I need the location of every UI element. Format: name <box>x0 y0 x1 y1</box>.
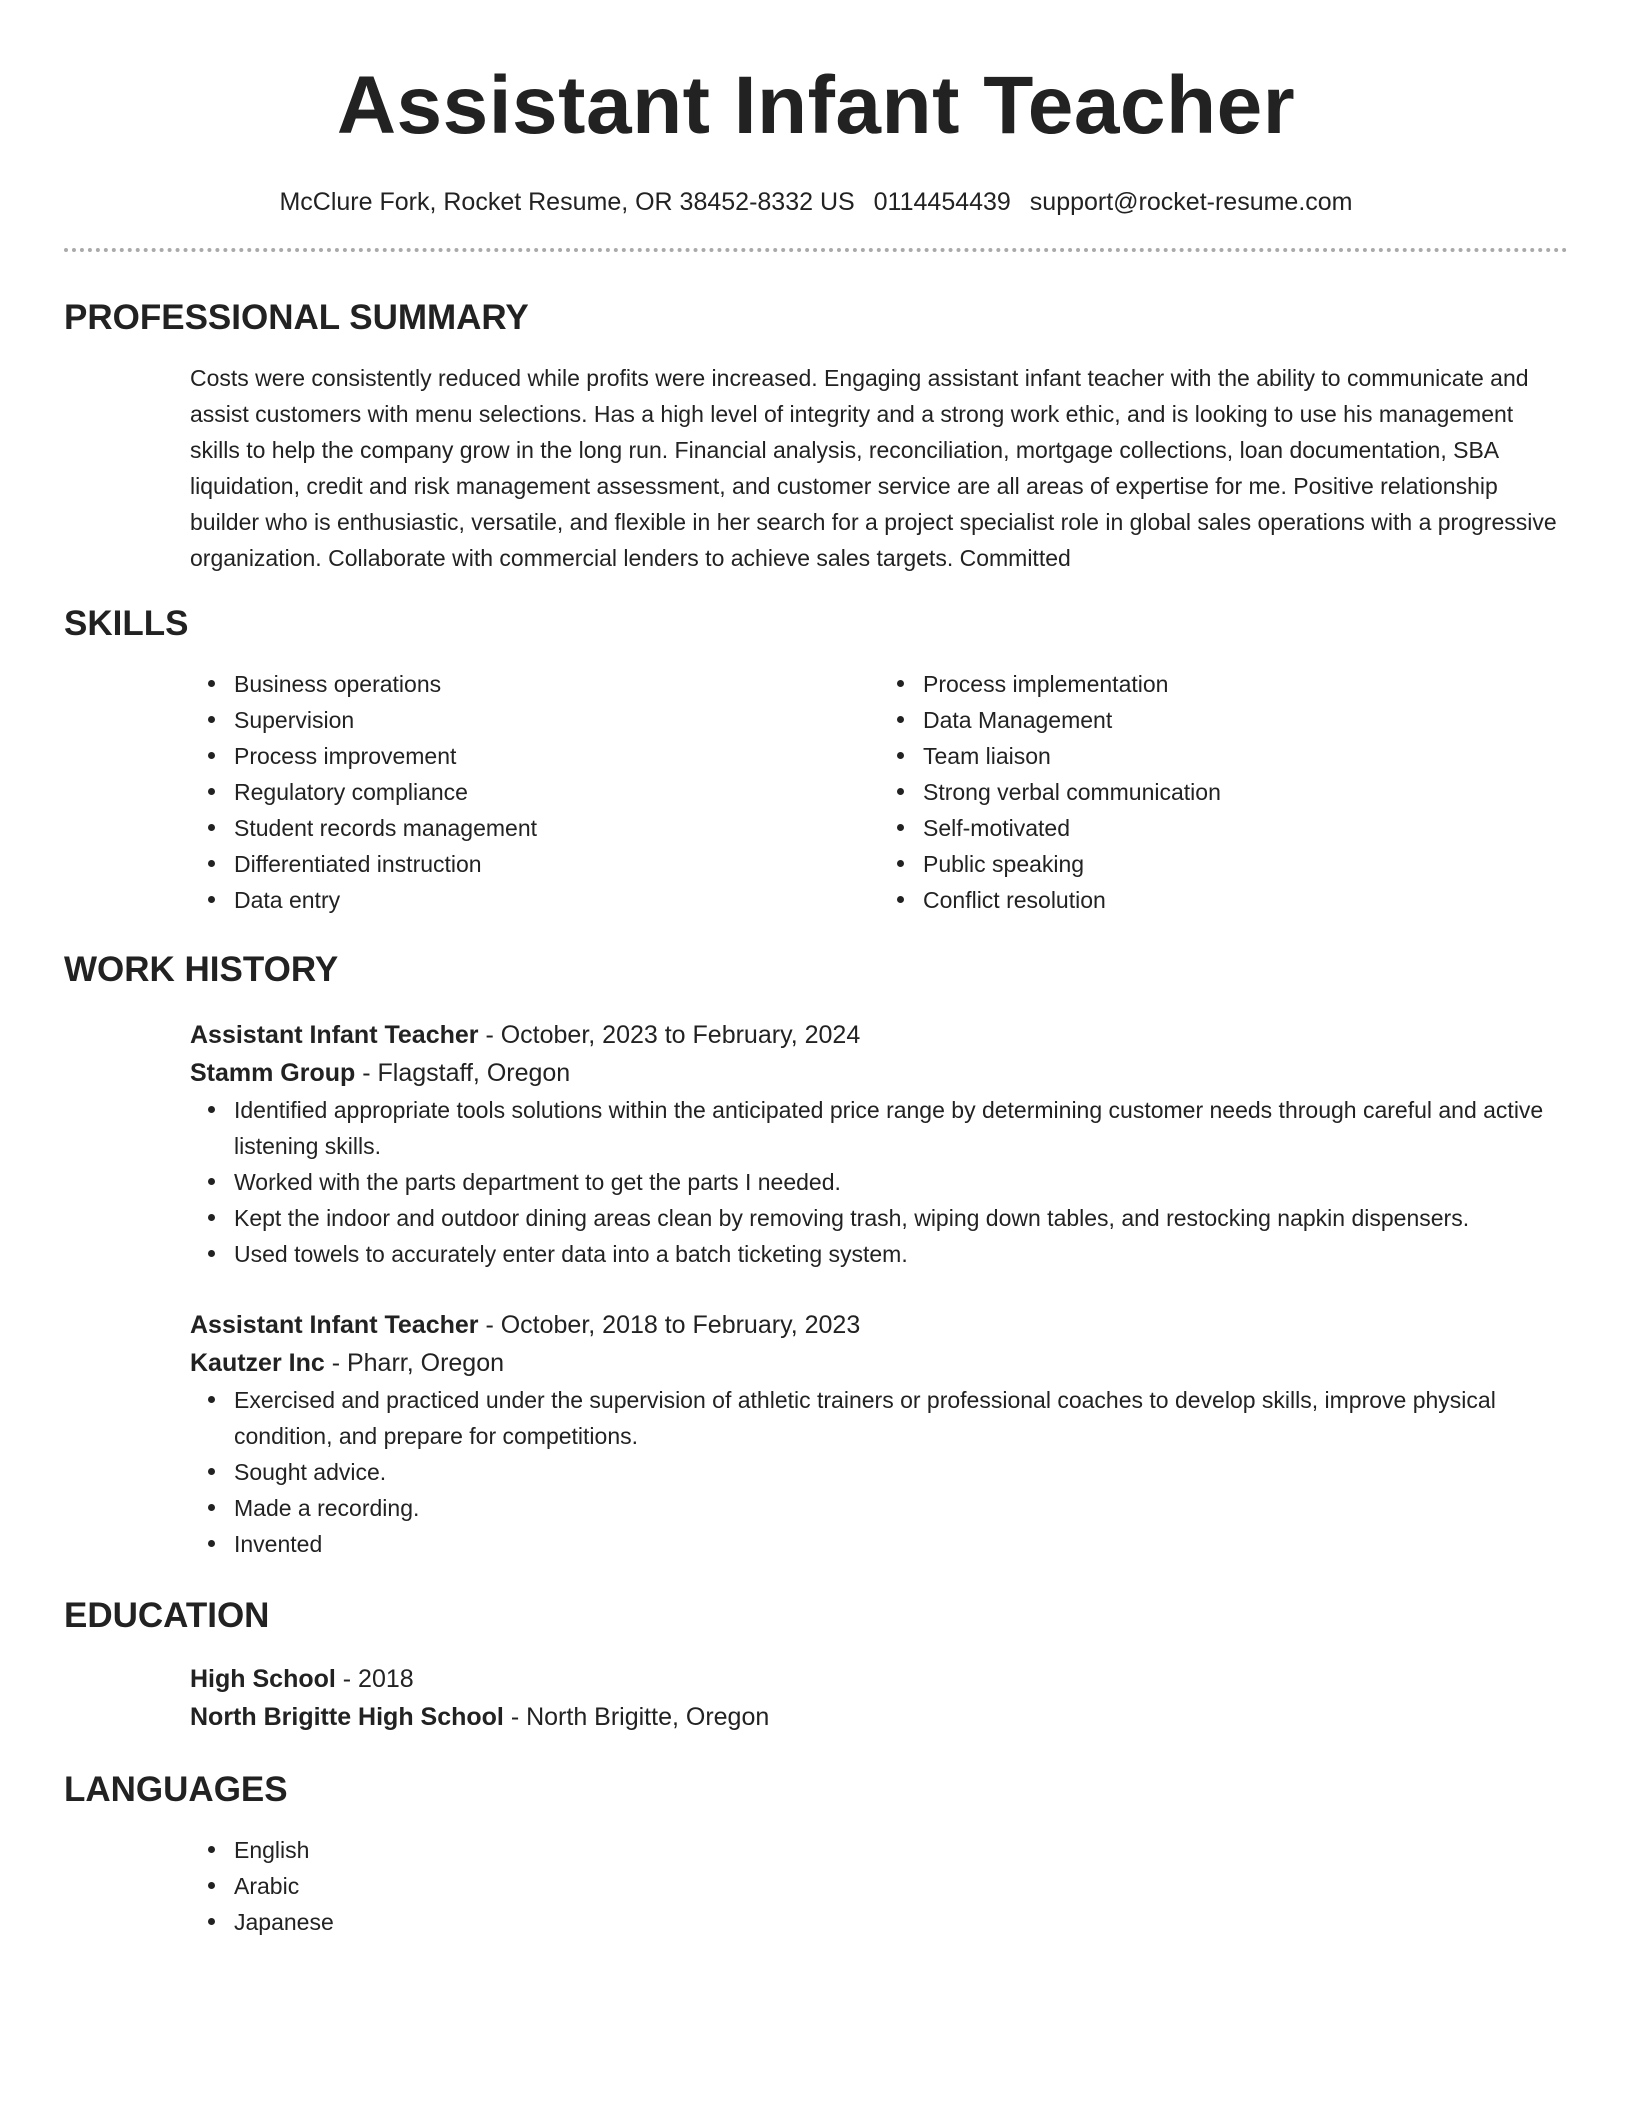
education-location: - North Brigitte, Oregon <box>503 1703 770 1731</box>
education-heading: EDUCATION <box>64 1596 270 1635</box>
job-bullets <box>190 1382 1568 1562</box>
skill-item: Self-motivated <box>923 810 1568 846</box>
education-degree: High School <box>190 1665 336 1693</box>
job-bullet: Used towels to accurately enter data into a batch ticketing system. <box>234 1236 1568 1272</box>
job-bullet: Made a recording. <box>234 1490 1568 1526</box>
job-title-line <box>190 1016 1568 1054</box>
skill-item: Supervision <box>234 702 879 738</box>
job-company-line <box>190 1344 1568 1382</box>
job-bullet: Exercised and practiced under the supervision of athletic trainers or professional coaches to develop skills, improve physical condition, and prepare for competitions. <box>234 1382 1568 1454</box>
candidate-name: Assistant Infant Teacher <box>336 60 1296 151</box>
job-entry <box>190 1016 1568 1272</box>
job-location: - Flagstaff, Oregon <box>355 1059 571 1087</box>
education-school-line <box>190 1698 1568 1736</box>
languages-heading: LANGUAGES <box>64 1770 288 1809</box>
job-role: Assistant Infant Teacher <box>190 1311 479 1339</box>
contact-email: support@rocket-resume.com <box>1029 188 1353 216</box>
job-title-line <box>190 1306 1568 1344</box>
contact-phone: 0114454439 <box>873 188 1011 216</box>
skill-item: Differentiated instruction <box>234 846 879 882</box>
education-school: North Brigitte High School <box>190 1703 504 1731</box>
languages-list <box>190 1832 1568 1940</box>
work-history-heading: WORK HISTORY <box>64 950 339 989</box>
skill-item: Data Management <box>923 702 1568 738</box>
job-entry <box>190 1306 1568 1562</box>
job-bullet: Worked with the parts department to get the parts I needed. <box>234 1164 1568 1200</box>
skill-item: Process implementation <box>923 666 1568 702</box>
job-bullet: Invented <box>234 1526 1568 1562</box>
job-bullet: Identified appropriate tools solutions within the anticipated price range by determining customer needs through careful and active listening skills. <box>234 1092 1568 1164</box>
skill-item: Conflict resolution <box>923 882 1568 918</box>
job-company: Stamm Group <box>190 1059 356 1087</box>
resume-page <box>64 0 1568 1940</box>
contact-address: McClure Fork, Rocket Resume, OR 38452-8332 US <box>279 188 855 216</box>
skill-item: Student records management <box>234 810 879 846</box>
skills-column-right <box>879 666 1568 918</box>
language-item: Arabic <box>234 1868 1568 1904</box>
job-company: Kautzer Inc <box>190 1349 325 1377</box>
skill-item: Process improvement <box>234 738 879 774</box>
education-entry <box>190 1660 1568 1736</box>
summary-text: Costs were consistently reduced while profits were increased. Engaging assistant infant teacher with the ability to communicate and assist customers with menu selections. Has a high level of integrity and a strong work ethic, and is looking to use his management skills to help the company grow in the long run. Financial analysis, reconciliation, mortgage collections, loan documentation, SBA liquidation, credit and risk management assessment, and customer service are all areas of expertise for me. Positive relationship builder who is enthusiastic, versatile, and flexible in her search for a project specialist role in global sales operations with a progressive organization. Collaborate with commercial lenders to achieve sales targets. Committed <box>190 365 1557 571</box>
job-dates: - October, 2018 to February, 2023 <box>478 1311 861 1339</box>
skill-item: Public speaking <box>923 846 1568 882</box>
skills-heading: SKILLS <box>64 604 189 643</box>
header-divider <box>64 248 1568 252</box>
skills-grid <box>190 666 1568 918</box>
summary-heading: PROFESSIONAL SUMMARY <box>64 298 529 337</box>
education-degree-line <box>190 1660 1568 1698</box>
languages-bullets <box>190 1832 1568 1940</box>
language-item: English <box>234 1832 1568 1868</box>
job-company-line <box>190 1054 1568 1092</box>
job-bullet: Sought advice. <box>234 1454 1568 1490</box>
skill-item: Data entry <box>234 882 879 918</box>
job-bullets <box>190 1092 1568 1272</box>
language-item: Japanese <box>234 1904 1568 1940</box>
education-year: - 2018 <box>335 1665 414 1693</box>
job-location: - Pharr, Oregon <box>324 1349 505 1377</box>
skill-item: Team liaison <box>923 738 1568 774</box>
skills-column-left <box>190 666 879 918</box>
skill-item: Strong verbal communication <box>923 774 1568 810</box>
contact-line <box>64 186 1568 218</box>
skill-item: Regulatory compliance <box>234 774 879 810</box>
skill-item: Business operations <box>234 666 879 702</box>
job-bullet: Kept the indoor and outdoor dining areas clean by removing trash, wiping down tables, and restocking napkin dispensers. <box>234 1200 1568 1236</box>
job-dates: - October, 2023 to February, 2024 <box>478 1021 861 1049</box>
job-role: Assistant Infant Teacher <box>190 1021 479 1049</box>
